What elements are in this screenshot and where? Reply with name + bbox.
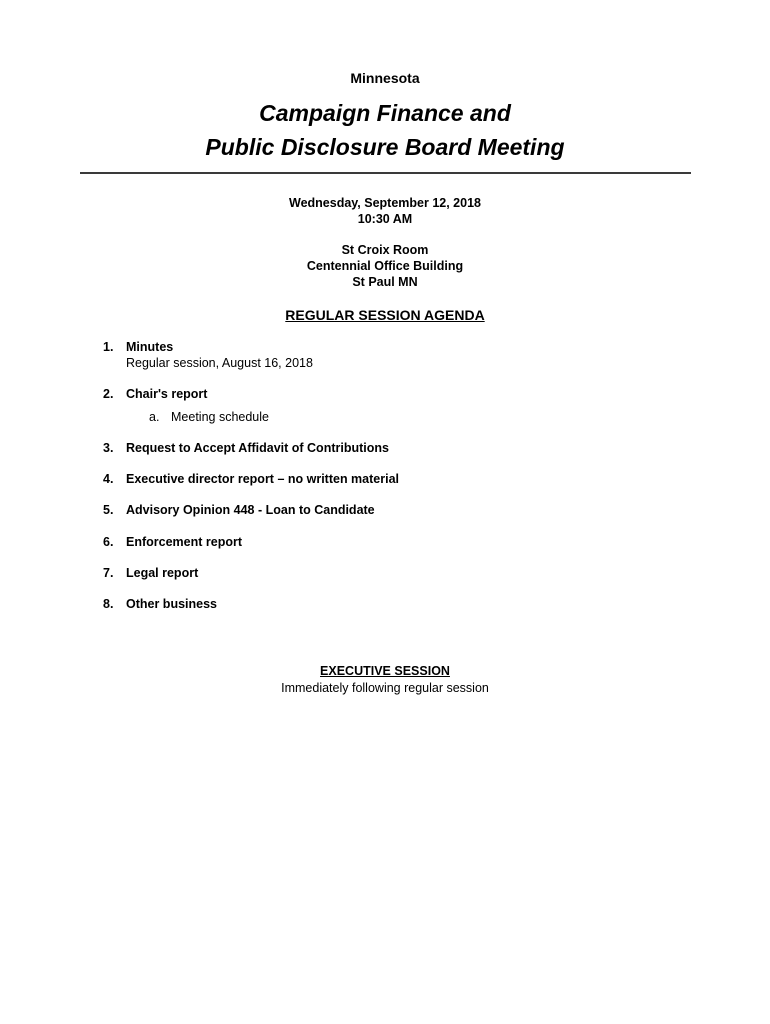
meeting-date: Wednesday, September 12, 2018 <box>289 196 481 210</box>
agenda-item-number: 5. <box>103 503 114 517</box>
agenda-heading: REGULAR SESSION AGENDA <box>285 307 485 323</box>
agenda-subitem-letter: a. <box>149 410 160 424</box>
agenda-item-number: 6. <box>103 535 114 549</box>
agenda-item-label: Legal report <box>126 566 199 580</box>
agenda-item-number: 1. <box>103 340 114 354</box>
agenda-item-number: 4. <box>103 472 114 486</box>
agenda-subitem-text: Meeting schedule <box>171 410 269 424</box>
meeting-time: 10:30 AM <box>357 212 413 226</box>
executive-session-heading: EXECUTIVE SESSION <box>320 664 450 678</box>
agenda-item-label: Chair's report <box>126 387 208 401</box>
agenda-item-other-business <box>103 597 217 611</box>
agenda-item-affidavit <box>103 441 389 455</box>
document-state: Minnesota <box>350 70 420 86</box>
agenda-item-label: Advisory Opinion 448 - Loan to Candidate <box>126 503 375 517</box>
agenda-item-label: Executive director report – no written material <box>126 472 399 486</box>
meeting-location <box>0 242 770 290</box>
agenda-item-number: 2. <box>103 387 114 401</box>
agenda-item-label: Minutes <box>126 340 174 354</box>
agenda-item-enforcement-report <box>103 535 242 549</box>
meeting-room: St Croix Room <box>341 243 429 257</box>
agenda-item-number: 8. <box>103 597 114 611</box>
agenda-item-number: 7. <box>103 566 114 580</box>
meeting-city: St Paul MN <box>352 275 418 289</box>
title-divider <box>80 172 691 174</box>
agenda-item-advisory-opinion <box>103 503 375 517</box>
agenda-item-minutes <box>103 340 173 354</box>
agenda-item-number: 3. <box>103 441 114 455</box>
agenda-subitem-meeting-schedule <box>149 410 269 424</box>
title-line-2: Public Disclosure Board Meeting <box>205 134 565 160</box>
meeting-building: Centennial Office Building <box>306 259 464 273</box>
meeting-datetime <box>0 195 770 227</box>
agenda-item-note: Regular session, August 16, 2018 <box>126 356 313 370</box>
title-line-1: Campaign Finance and <box>259 100 511 126</box>
agenda-item-label: Request to Accept Affidavit of Contributions <box>126 441 389 455</box>
agenda-item-chairs-report <box>103 387 207 401</box>
document-title <box>0 96 770 164</box>
agenda-item-executive-director-report <box>103 472 399 486</box>
agenda-item-label: Enforcement report <box>126 535 242 549</box>
executive-session-note: Immediately following regular session <box>281 681 489 695</box>
agenda-item-label: Other business <box>126 597 217 611</box>
agenda-item-legal-report <box>103 566 198 580</box>
